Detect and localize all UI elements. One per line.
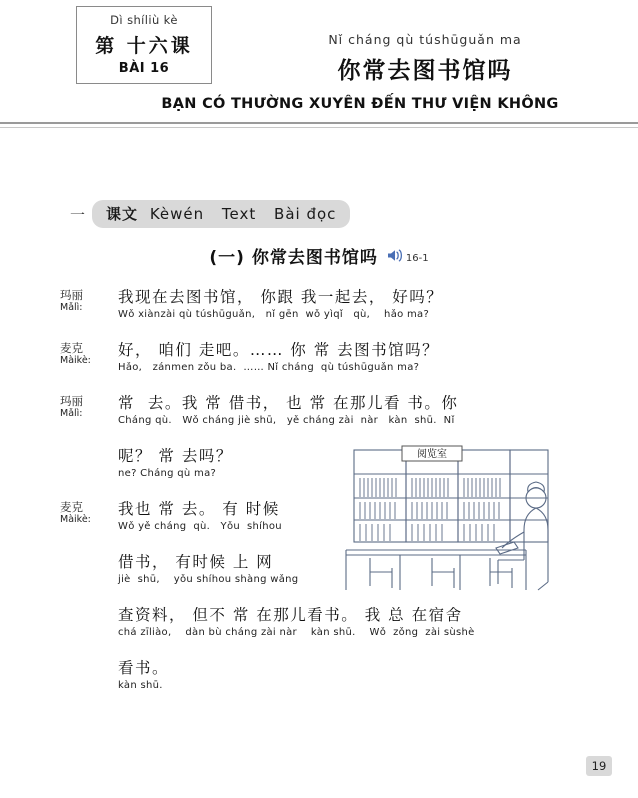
speaker-label xyxy=(60,500,104,526)
svg-text:阅览室: 阅览室 xyxy=(417,449,447,460)
text-subtitle xyxy=(0,243,638,268)
section-heading xyxy=(70,200,350,228)
page-number: 19 xyxy=(586,756,612,776)
dialogue-line xyxy=(60,394,580,427)
speaker-label xyxy=(60,394,104,420)
dialogue-line xyxy=(60,606,580,639)
dialogue-text xyxy=(118,394,580,427)
dialogue-line xyxy=(60,659,580,692)
speaker-label xyxy=(60,341,104,367)
dialogue-line xyxy=(60,341,580,374)
speaker-name-chinese: 玛丽 xyxy=(60,288,83,302)
subtitle-text: (一) 你常去图书馆吗 xyxy=(209,248,378,268)
section-label-english: Text xyxy=(221,205,257,223)
dialogue-text xyxy=(118,659,580,692)
lesson-heading xyxy=(230,32,620,85)
dialogue-pinyin: Hǎo, zánmen zǒu ba. …… Nǐ cháng qù túshūguǎn ma? xyxy=(118,362,420,373)
speaker-name-pinyin: Mǎlì: xyxy=(60,302,83,313)
library-reading-room-illustration xyxy=(340,440,590,605)
dialogue-chinese: 看书。 xyxy=(118,659,170,677)
dialogue-pinyin: Wǒ yě cháng qù. Yǒu shíhou xyxy=(118,521,282,532)
speaker-name-chinese: 麦克 xyxy=(60,341,83,355)
dialogue-chinese: 常 去。我 常 借书， 也 常 在那儿看 书。你 xyxy=(118,394,459,412)
heading-pinyin: Nǐ cháng qù túshūguǎn ma xyxy=(328,32,522,47)
audio-track-number: 16-1 xyxy=(405,252,429,264)
lesson-number-box xyxy=(76,6,212,84)
header-divider-thin xyxy=(0,127,638,128)
speaker-name-chinese: 麦克 xyxy=(60,500,83,514)
speaker-icon[interactable] xyxy=(386,248,403,268)
dialogue-chinese: 呢？ 常 去吗？ xyxy=(118,447,233,465)
section-label-vietnamese: Bài đọc xyxy=(274,205,337,223)
dialogue-text xyxy=(118,606,580,639)
dialogue-pinyin: jiè shū, yǒu shíhou shàng wǎng xyxy=(118,574,299,585)
dialogue-pinyin: Wǒ xiànzài qù túshūguǎn, nǐ gēn wǒ yìqǐ qù, hǎo ma? xyxy=(118,309,430,320)
dialogue-text xyxy=(118,341,580,374)
spacer xyxy=(60,330,580,341)
dialogue-text xyxy=(118,288,580,321)
dialogue-chinese: 我现在去图书馆， 你跟 我一起去， 好吗？ xyxy=(118,288,444,306)
speaker-name-pinyin: Mǎlì: xyxy=(60,408,83,419)
dialogue-chinese: 我也 常 去。 有 时候 xyxy=(118,500,280,518)
dialogue-pinyin: chá zīliào, dàn bù cháng zài nàr kàn shū. Wǒ zǒng zài sùshè xyxy=(118,627,475,638)
speaker-name-pinyin: Màikè: xyxy=(60,355,91,366)
spacer xyxy=(60,648,580,659)
lesson-pinyin: Dì shíliù kè xyxy=(110,13,178,27)
dialogue-chinese: 查资料， 但不 常 在那儿看书。 我 总 在宿舍 xyxy=(118,606,463,624)
section-label-pill xyxy=(92,200,350,228)
speaker-label xyxy=(60,288,104,314)
spacer xyxy=(60,383,580,394)
heading-chinese: 你常去图书馆吗 xyxy=(337,58,513,84)
dialogue-chinese: 借书， 有时候 上 网 xyxy=(118,553,274,571)
speaker-name-chinese: 玛丽 xyxy=(60,394,83,408)
section-label-pinyin: Kèwén xyxy=(149,205,205,223)
dialogue-pinyin: kàn shū. xyxy=(118,680,163,691)
dialogue-pinyin: Cháng qù. Wǒ cháng jiè shū, yě cháng zài nàr kàn shū. Nǐ xyxy=(118,415,455,426)
page-header xyxy=(0,0,638,124)
dialogue-chinese: 好， 咱们 走吧。…… 你 常 去图书馆吗？ xyxy=(118,341,440,359)
lesson-title-vietnamese: BÀI 16 xyxy=(118,61,170,76)
speaker-name-pinyin: Màikè: xyxy=(60,514,91,525)
section-number: 一 xyxy=(70,205,86,224)
heading-vietnamese: BẠN CÓ THƯỜNG XUYÊN ĐẾN THƯ VIỆN KHÔNG xyxy=(161,96,559,112)
dialogue-pinyin: ne? Cháng qù ma? xyxy=(118,468,217,479)
header-divider xyxy=(0,122,638,124)
dialogue-line xyxy=(60,288,580,321)
section-label-chinese: 课文 xyxy=(106,205,139,223)
lesson-title-chinese: 第 十六课 xyxy=(95,35,193,57)
